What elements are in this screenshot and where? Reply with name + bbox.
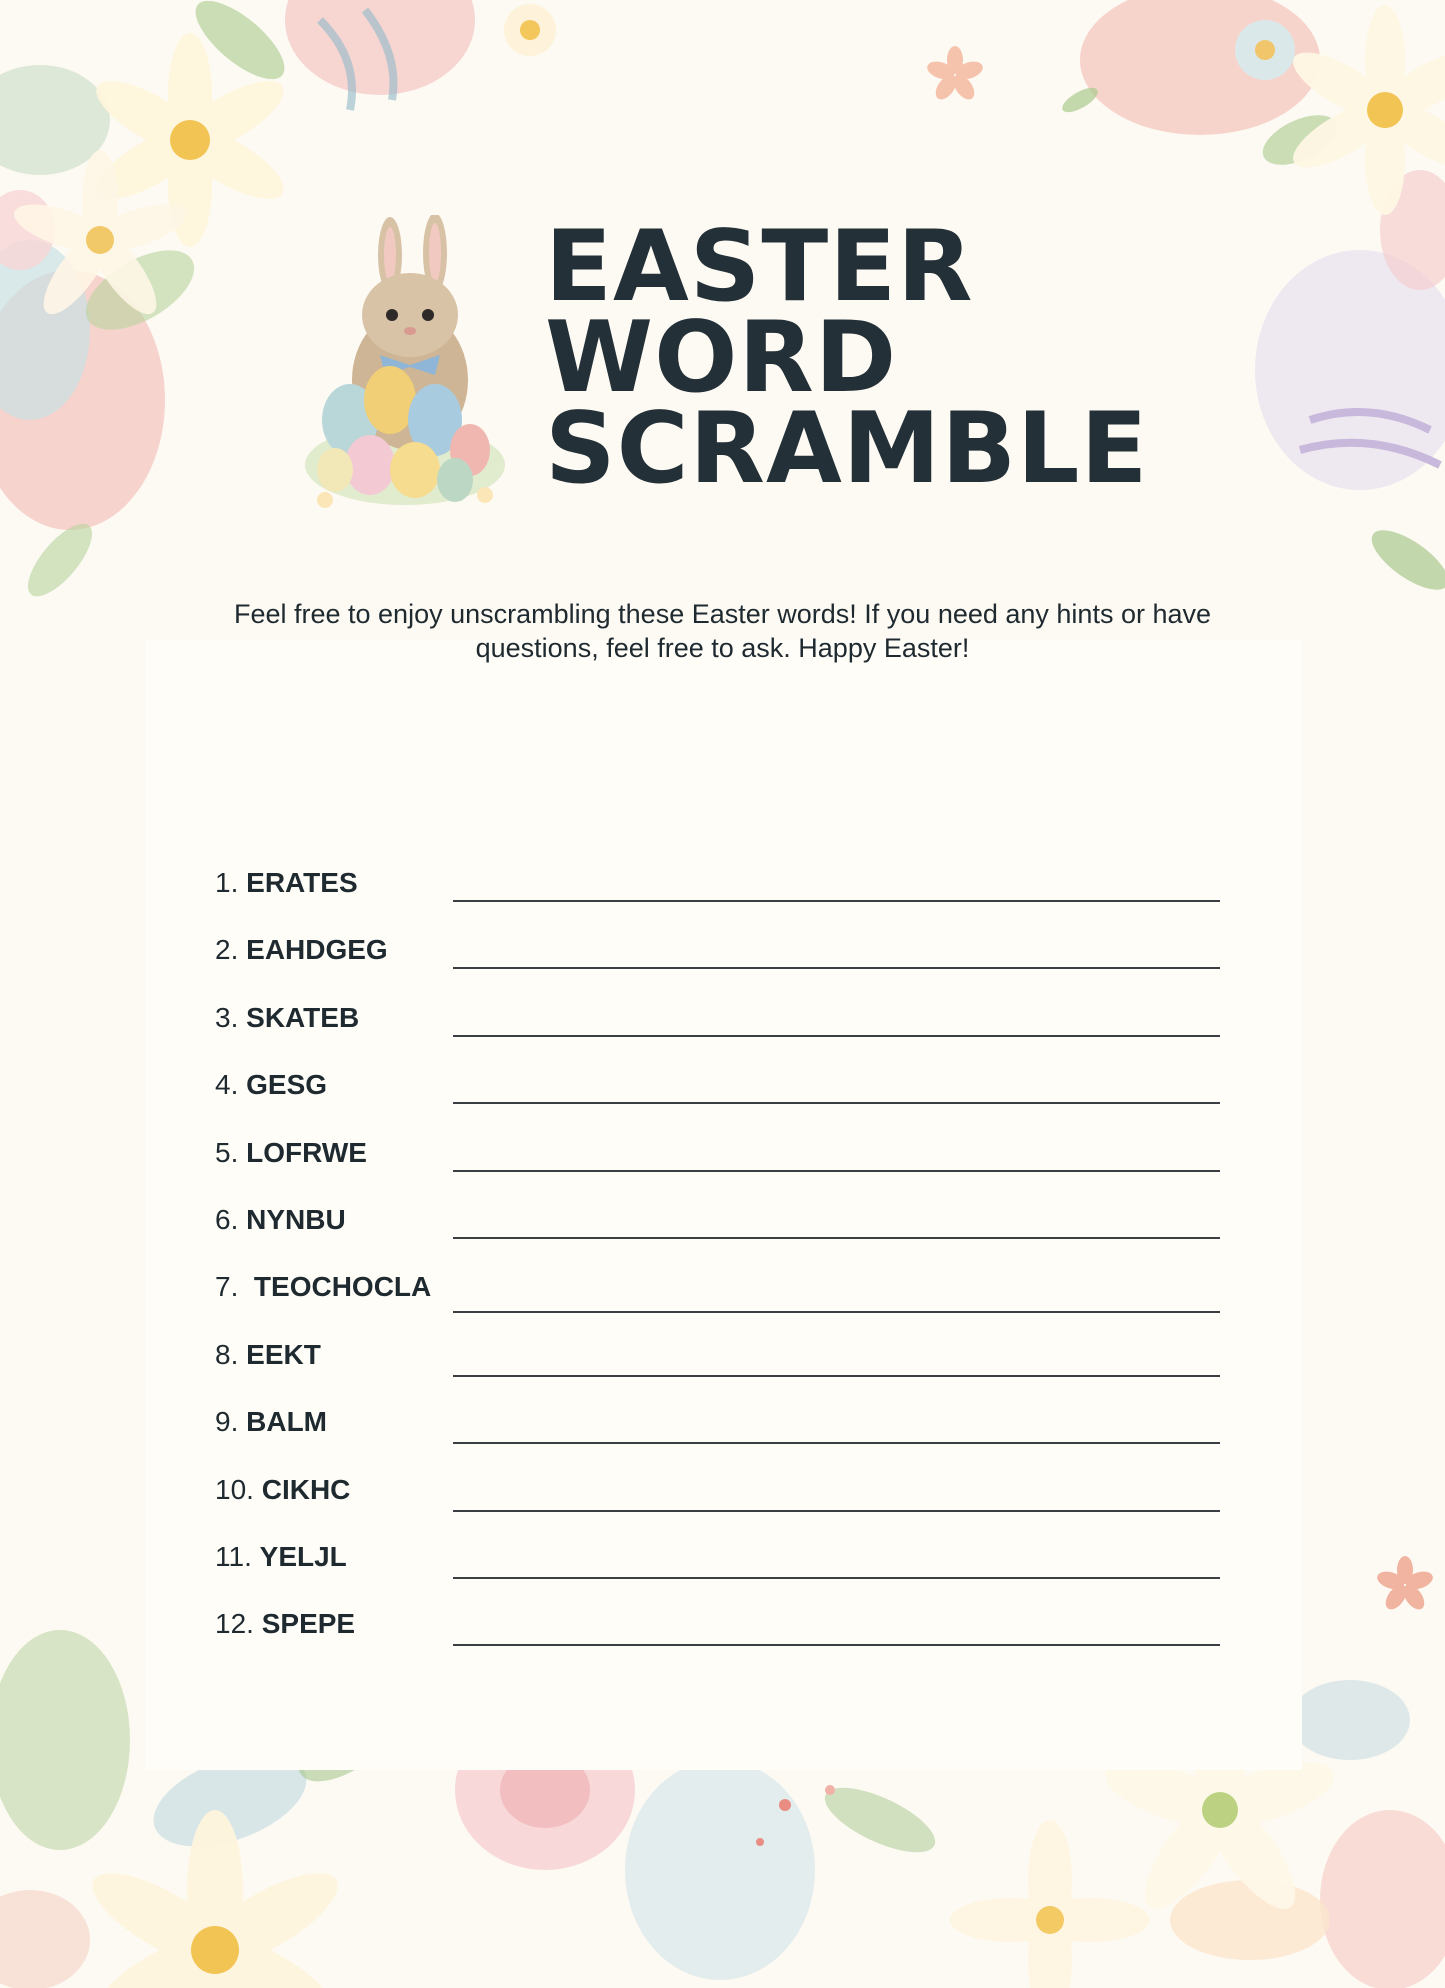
answer-line[interactable] — [453, 1510, 1220, 1512]
item-number: 1. — [215, 867, 239, 898]
item-number: 9. — [215, 1406, 239, 1438]
answer-line[interactable] — [453, 967, 1220, 969]
title-line-easter: EASTER — [545, 210, 974, 324]
item-number: 7. — [215, 1271, 239, 1303]
scrambled-word: EEKT — [246, 1338, 321, 1370]
scrambled-word: ERATES — [246, 867, 358, 898]
answer-line[interactable] — [453, 1577, 1220, 1579]
answer-line[interactable] — [453, 1170, 1220, 1172]
scrambled-word: TEOCHOCLA — [246, 1271, 432, 1303]
list-item — [215, 1596, 1220, 1663]
item-number: 11. — [215, 1540, 252, 1572]
item-number: 2. — [215, 934, 239, 966]
scramble-label — [215, 934, 388, 966]
scramble-label — [215, 1002, 359, 1034]
scrambled-word: EAHDGEG — [246, 934, 388, 966]
answer-line[interactable] — [453, 1102, 1220, 1104]
scrambled-word: SPEPE — [261, 1608, 356, 1640]
scramble-label — [215, 1137, 367, 1169]
flower-sprig-icon — [1375, 1555, 1435, 1615]
floral-border-top-left — [0, 0, 560, 640]
scrambled-word: YELJL — [259, 1540, 347, 1572]
scramble-label — [215, 1339, 321, 1371]
list-item — [215, 1327, 1220, 1394]
list-item — [215, 922, 1220, 989]
item-number: 8. — [215, 1338, 239, 1370]
flower-sprig-icon — [925, 45, 985, 105]
list-item — [215, 1462, 1220, 1529]
scrambled-word: SKATEB — [246, 1001, 360, 1033]
item-number: 12. — [215, 1608, 254, 1640]
scramble-label — [215, 1069, 327, 1101]
scramble-label — [215, 1541, 347, 1573]
item-number: 10. — [215, 1473, 254, 1505]
answer-line[interactable] — [453, 1237, 1220, 1239]
answer-line[interactable] — [453, 900, 1220, 902]
bunny-with-eggs-icon — [295, 215, 515, 515]
item-number: 5. — [215, 1136, 239, 1168]
title-line-word: WORD — [545, 301, 898, 415]
list-item — [215, 1057, 1220, 1124]
scramble-label — [215, 1406, 327, 1438]
list-item — [215, 1529, 1220, 1596]
scramble-label — [215, 1608, 355, 1640]
scramble-label — [215, 1204, 346, 1236]
scrambled-word: BALM — [246, 1406, 328, 1438]
scrambled-word: NYNBU — [246, 1203, 346, 1235]
list-item — [215, 1125, 1220, 1192]
scramble-label — [215, 1474, 350, 1506]
scrambled-word: LOFRWE — [246, 1136, 367, 1168]
answer-line[interactable] — [453, 1311, 1220, 1313]
answer-line[interactable] — [453, 1442, 1220, 1444]
item-number: 4. — [215, 1069, 239, 1101]
scramble-list — [215, 855, 1220, 1664]
title-line-scramble: SCRAMBLE — [545, 392, 1149, 506]
list-item — [215, 1192, 1220, 1259]
scrambled-word: GESG — [246, 1069, 328, 1101]
answer-line[interactable] — [453, 1035, 1220, 1037]
answer-line[interactable] — [453, 1644, 1220, 1646]
intro-text: Feel free to enjoy unscrambling these Easter words! If you need any hints or have questions, feel free to ask. Happy Easter! — [233, 599, 1212, 663]
scramble-label — [215, 1271, 431, 1303]
item-number: 6. — [215, 1203, 239, 1235]
list-item — [215, 855, 1220, 922]
scramble-label — [215, 867, 358, 899]
list-item — [215, 990, 1220, 1057]
list-item — [215, 1394, 1220, 1461]
page-title — [545, 210, 1149, 506]
scrambled-word: CIKHC — [261, 1473, 351, 1505]
answer-line[interactable] — [453, 1375, 1220, 1377]
list-item — [215, 1259, 1220, 1326]
item-number: 3. — [215, 1001, 239, 1033]
